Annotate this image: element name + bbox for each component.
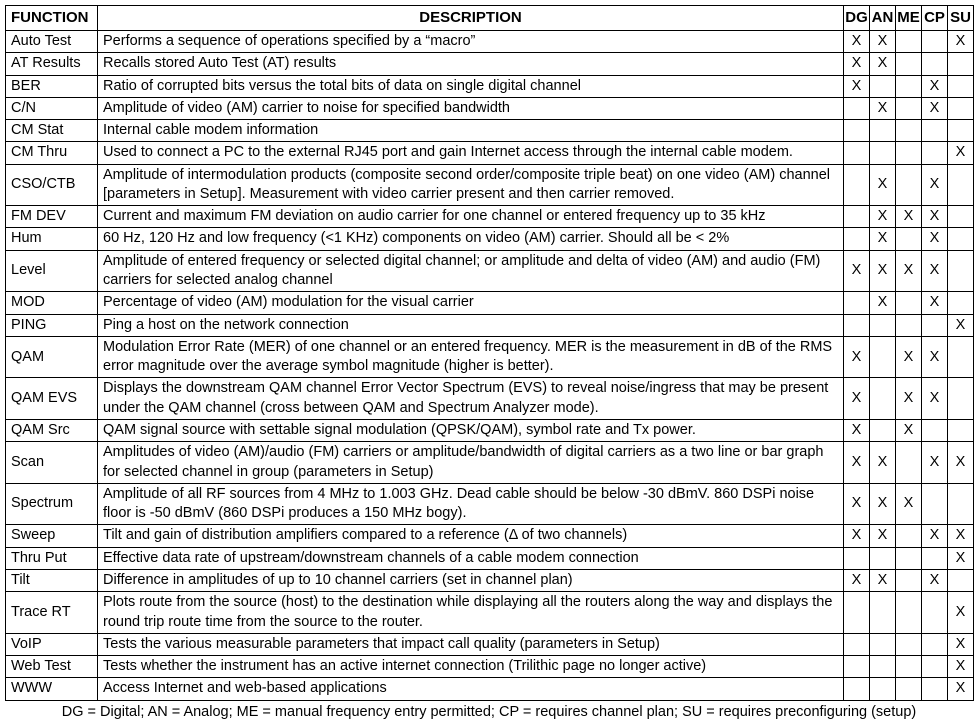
function-cell: VoIP xyxy=(6,633,98,655)
mark-cell-cp: X xyxy=(922,292,948,314)
function-cell: CM Stat xyxy=(6,120,98,142)
mark-cell-an xyxy=(870,142,896,164)
mark-cell-an: X xyxy=(870,97,896,119)
mark-cell-me xyxy=(896,592,922,634)
mark-cell-su xyxy=(948,378,974,420)
function-cell: Level xyxy=(6,250,98,292)
function-cell: WWW xyxy=(6,678,98,700)
mark-cell-an xyxy=(870,378,896,420)
function-cell: Web Test xyxy=(6,656,98,678)
mark-cell-me xyxy=(896,525,922,547)
mark-cell-an xyxy=(870,75,896,97)
col-header-me: ME xyxy=(896,6,922,31)
table-row xyxy=(6,378,974,420)
description-cell: Tilt and gain of distribution amplifiers compared to a reference (Δ of two channels) xyxy=(98,525,844,547)
table-row xyxy=(6,97,974,119)
mark-cell-su xyxy=(948,292,974,314)
table-row xyxy=(6,592,974,634)
mark-cell-dg: X xyxy=(844,378,870,420)
mark-cell-cp: X xyxy=(922,97,948,119)
col-header-su: SU xyxy=(948,6,974,31)
mark-cell-me: X xyxy=(896,336,922,378)
mark-cell-su xyxy=(948,483,974,525)
mark-cell-su xyxy=(948,120,974,142)
mark-cell-me xyxy=(896,97,922,119)
mark-cell-an: X xyxy=(870,53,896,75)
mark-cell-an: X xyxy=(870,30,896,52)
mark-cell-cp xyxy=(922,142,948,164)
legend-text: DG = Digital; AN = Analog; ME = manual frequency entry permitted; CP = requires channel plan; SU = requires preconfiguring (setup) xyxy=(61,703,917,720)
function-cell: AT Results xyxy=(6,53,98,75)
table-body xyxy=(6,30,974,700)
function-cell: C/N xyxy=(6,97,98,119)
description-cell: Plots route from the source (host) to the destination while displaying all the routers along the way and displays the round trip route time from the source to the router. xyxy=(98,592,844,634)
mark-cell-an: X xyxy=(870,292,896,314)
mark-cell-su xyxy=(948,569,974,591)
mark-cell-an xyxy=(870,547,896,569)
mark-cell-an: X xyxy=(870,525,896,547)
description-cell: Amplitude of intermodulation products (composite second order/composite triple beat) on one video (AM) channel [parameters in Setup]. Measurement with video carrier present and then carrier removed. xyxy=(98,164,844,206)
mark-cell-su: X xyxy=(948,442,974,484)
mark-cell-me xyxy=(896,292,922,314)
mark-cell-me: X xyxy=(896,250,922,292)
table-row xyxy=(6,250,974,292)
mark-cell-dg: X xyxy=(844,569,870,591)
mark-cell-an xyxy=(870,336,896,378)
mark-cell-me xyxy=(896,228,922,250)
mark-cell-cp: X xyxy=(922,569,948,591)
mark-cell-dg: X xyxy=(844,336,870,378)
description-cell: Effective data rate of upstream/downstream channels of a cable modem connection xyxy=(98,547,844,569)
function-cell: Tilt xyxy=(6,569,98,591)
description-cell: Percentage of video (AM) modulation for the visual carrier xyxy=(98,292,844,314)
mark-cell-su: X xyxy=(948,547,974,569)
mark-cell-su: X xyxy=(948,678,974,700)
table-row xyxy=(6,569,974,591)
mark-cell-dg: X xyxy=(844,483,870,525)
function-cell: FM DEV xyxy=(6,206,98,228)
function-cell: QAM Src xyxy=(6,420,98,442)
mark-cell-cp: X xyxy=(922,228,948,250)
mark-cell-su xyxy=(948,75,974,97)
mark-cell-su: X xyxy=(948,142,974,164)
function-cell: Spectrum xyxy=(6,483,98,525)
mark-cell-dg xyxy=(844,678,870,700)
mark-cell-dg xyxy=(844,97,870,119)
table-row xyxy=(6,228,974,250)
table-row xyxy=(6,442,974,484)
mark-cell-me xyxy=(896,120,922,142)
mark-cell-dg: X xyxy=(844,30,870,52)
mark-cell-me xyxy=(896,314,922,336)
table-row xyxy=(6,206,974,228)
mark-cell-su: X xyxy=(948,525,974,547)
mark-cell-cp xyxy=(922,547,948,569)
table-row xyxy=(6,120,974,142)
mark-cell-cp: X xyxy=(922,206,948,228)
mark-cell-cp xyxy=(922,314,948,336)
table-row xyxy=(6,678,974,700)
mark-cell-me xyxy=(896,633,922,655)
table-row xyxy=(6,547,974,569)
function-cell: Sweep xyxy=(6,525,98,547)
table-row xyxy=(6,420,974,442)
function-cell: MOD xyxy=(6,292,98,314)
table-row xyxy=(6,142,974,164)
mark-cell-su xyxy=(948,336,974,378)
mark-cell-cp: X xyxy=(922,442,948,484)
mark-cell-an xyxy=(870,120,896,142)
description-cell: Tests whether the instrument has an active internet connection (Trilithic page no longer active) xyxy=(98,656,844,678)
mark-cell-an xyxy=(870,678,896,700)
function-cell: Thru Put xyxy=(6,547,98,569)
mark-cell-su: X xyxy=(948,633,974,655)
function-cell: BER xyxy=(6,75,98,97)
mark-cell-an: X xyxy=(870,483,896,525)
mark-cell-me xyxy=(896,547,922,569)
mark-cell-an: X xyxy=(870,569,896,591)
table-row xyxy=(6,292,974,314)
mark-cell-dg xyxy=(844,206,870,228)
col-header-description: DESCRIPTION xyxy=(98,6,844,31)
mark-cell-an xyxy=(870,420,896,442)
mark-cell-me xyxy=(896,656,922,678)
mark-cell-cp xyxy=(922,656,948,678)
mark-cell-su xyxy=(948,250,974,292)
description-cell: Recalls stored Auto Test (AT) results xyxy=(98,53,844,75)
col-header-dg: DG xyxy=(844,6,870,31)
description-cell: Internal cable modem information xyxy=(98,120,844,142)
mark-cell-dg xyxy=(844,120,870,142)
description-cell: Displays the downstream QAM channel Error Vector Spectrum (EVS) to reveal noise/ingress that may be present under the QAM channel (cross between QAM and Spectrum Analyzer mode). xyxy=(98,378,844,420)
mark-cell-dg xyxy=(844,314,870,336)
mark-cell-dg: X xyxy=(844,525,870,547)
description-cell: Tests the various measurable parameters that impact call quality (parameters in Setup) xyxy=(98,633,844,655)
description-cell: Access Internet and web-based applications xyxy=(98,678,844,700)
mark-cell-dg: X xyxy=(844,53,870,75)
mark-cell-dg xyxy=(844,547,870,569)
table-row xyxy=(6,75,974,97)
table-row xyxy=(6,483,974,525)
table-row xyxy=(6,164,974,206)
col-header-function: FUNCTION xyxy=(6,6,98,31)
mark-cell-me xyxy=(896,142,922,164)
mark-cell-su xyxy=(948,420,974,442)
mark-cell-cp xyxy=(922,420,948,442)
mark-cell-cp xyxy=(922,120,948,142)
mark-cell-cp xyxy=(922,30,948,52)
function-cell: PING xyxy=(6,314,98,336)
description-cell: Amplitudes of video (AM)/audio (FM) carriers or amplitude/bandwidth of digital carriers as a two line or bar graph for selected channel in group (parameters in Setup) xyxy=(98,442,844,484)
mark-cell-su xyxy=(948,228,974,250)
description-cell: Used to connect a PC to the external RJ45 port and gain Internet access through the internal cable modem. xyxy=(98,142,844,164)
mark-cell-su: X xyxy=(948,30,974,52)
mark-cell-an: X xyxy=(870,164,896,206)
mark-cell-su xyxy=(948,97,974,119)
description-cell: Ratio of corrupted bits versus the total bits of data on single digital channel xyxy=(98,75,844,97)
mark-cell-an: X xyxy=(870,250,896,292)
description-cell: Current and maximum FM deviation on audio carrier for one channel or entered frequency up to 35 kHz xyxy=(98,206,844,228)
mark-cell-an: X xyxy=(870,228,896,250)
mark-cell-dg xyxy=(844,633,870,655)
col-header-cp: CP xyxy=(922,6,948,31)
mark-cell-dg: X xyxy=(844,250,870,292)
table-row xyxy=(6,53,974,75)
mark-cell-dg xyxy=(844,656,870,678)
table-row xyxy=(6,656,974,678)
description-cell: Performs a sequence of operations specified by a “macro” xyxy=(98,30,844,52)
mark-cell-su: X xyxy=(948,592,974,634)
mark-cell-dg xyxy=(844,164,870,206)
mark-cell-cp: X xyxy=(922,336,948,378)
table-row xyxy=(6,336,974,378)
mark-cell-cp: X xyxy=(922,378,948,420)
function-cell: Hum xyxy=(6,228,98,250)
mark-cell-cp: X xyxy=(922,75,948,97)
mark-cell-me xyxy=(896,75,922,97)
mark-cell-an xyxy=(870,592,896,634)
function-cell: QAM xyxy=(6,336,98,378)
mark-cell-me: X xyxy=(896,483,922,525)
description-cell: Ping a host on the network connection xyxy=(98,314,844,336)
mark-cell-me xyxy=(896,442,922,484)
function-cell: QAM EVS xyxy=(6,378,98,420)
col-header-an: AN xyxy=(870,6,896,31)
function-cell: Trace RT xyxy=(6,592,98,634)
mark-cell-cp xyxy=(922,592,948,634)
description-cell: Amplitude of all RF sources from 4 MHz to 1.003 GHz. Dead cable should be below -30 dBmV. 860 DSPi noise floor is -50 dBmV (860 DSPi produces a 150 MHz bogy). xyxy=(98,483,844,525)
mark-cell-dg xyxy=(844,592,870,634)
mark-cell-cp: X xyxy=(922,250,948,292)
mark-cell-dg xyxy=(844,142,870,164)
mark-cell-an: X xyxy=(870,442,896,484)
mark-cell-an xyxy=(870,314,896,336)
table-row xyxy=(6,314,974,336)
mark-cell-an: X xyxy=(870,206,896,228)
mark-cell-me xyxy=(896,164,922,206)
mark-cell-cp xyxy=(922,53,948,75)
mark-cell-su xyxy=(948,206,974,228)
mark-cell-cp xyxy=(922,678,948,700)
description-cell: 60 Hz, 120 Hz and low frequency (<1 KHz) components on video (AM) carrier. Should all be < 2% xyxy=(98,228,844,250)
mark-cell-dg: X xyxy=(844,420,870,442)
function-cell: Scan xyxy=(6,442,98,484)
mark-cell-dg xyxy=(844,292,870,314)
mark-cell-cp xyxy=(922,633,948,655)
mark-cell-me xyxy=(896,678,922,700)
table-row xyxy=(6,633,974,655)
description-cell: Modulation Error Rate (MER) of one channel or an entered frequency. MER is the measurement in dB of the RMS error magnitude over the average symbol magnitude (higher is better). xyxy=(98,336,844,378)
mark-cell-an xyxy=(870,633,896,655)
table-row xyxy=(6,30,974,52)
mark-cell-me: X xyxy=(896,206,922,228)
mark-cell-cp xyxy=(922,483,948,525)
function-cell: Auto Test xyxy=(6,30,98,52)
mark-cell-dg: X xyxy=(844,442,870,484)
mark-cell-me xyxy=(896,569,922,591)
mark-cell-me xyxy=(896,30,922,52)
description-cell: Difference in amplitudes of up to 10 channel carriers (set in channel plan) xyxy=(98,569,844,591)
header-row xyxy=(6,6,974,31)
mark-cell-dg: X xyxy=(844,75,870,97)
mark-cell-me: X xyxy=(896,378,922,420)
mark-cell-su xyxy=(948,53,974,75)
mark-cell-su: X xyxy=(948,314,974,336)
description-cell: QAM signal source with settable signal modulation (QPSK/QAM), symbol rate and Tx power. xyxy=(98,420,844,442)
mark-cell-su xyxy=(948,164,974,206)
function-table xyxy=(5,5,974,701)
mark-cell-dg xyxy=(844,228,870,250)
mark-cell-cp: X xyxy=(922,164,948,206)
description-cell: Amplitude of video (AM) carrier to noise for specified bandwidth xyxy=(98,97,844,119)
mark-cell-su: X xyxy=(948,656,974,678)
mark-cell-me xyxy=(896,53,922,75)
table-row xyxy=(6,525,974,547)
function-cell: CSO/CTB xyxy=(6,164,98,206)
description-cell: Amplitude of entered frequency or selected digital channel; or amplitude and delta of video (AM) and audio (FM) carriers for selected analog channel xyxy=(98,250,844,292)
mark-cell-me: X xyxy=(896,420,922,442)
mark-cell-an xyxy=(870,656,896,678)
mark-cell-cp: X xyxy=(922,525,948,547)
function-cell: CM Thru xyxy=(6,142,98,164)
